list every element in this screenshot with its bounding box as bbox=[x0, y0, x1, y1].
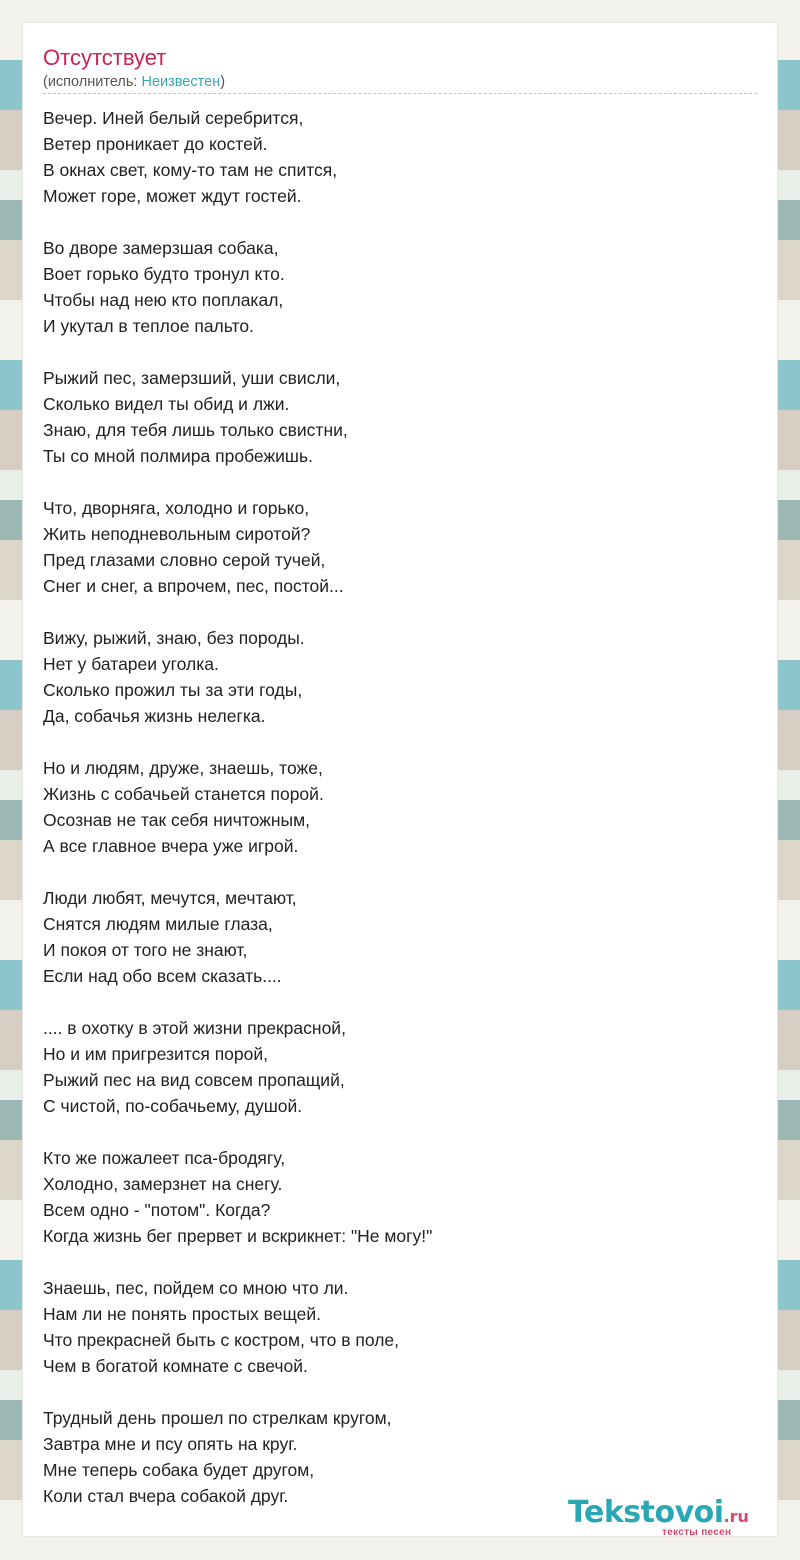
lyrics-line: Знаю, для тебя лишь только свистни, bbox=[43, 420, 348, 440]
logo-tld: .ru bbox=[723, 1507, 749, 1526]
lyrics-line: Рыжий пес на вид совсем пропащий, bbox=[43, 1070, 345, 1090]
lyrics-card bbox=[22, 22, 778, 1537]
lyrics-line: А все главное вчера уже игрой. bbox=[43, 836, 299, 856]
lyrics-line: Осознав не так себя ничтожным, bbox=[43, 810, 311, 830]
lyrics-line: Да, собачья жизнь нелегка. bbox=[43, 706, 266, 726]
lyrics-stanza bbox=[43, 365, 743, 469]
lyrics-line: Но и людям, друже, знаешь, тоже, bbox=[43, 758, 323, 778]
performer-line bbox=[43, 73, 225, 91]
lyrics-line: Сколько видел ты обид и лжи. bbox=[43, 394, 290, 414]
lyrics-line: Когда жизнь бег прервет и вскрикнет: "Не могу!" bbox=[43, 1226, 433, 1246]
lyrics-stanza bbox=[43, 1145, 743, 1249]
lyrics-line: Жизнь с собачьей станется порой. bbox=[43, 784, 324, 804]
site-logo[interactable] bbox=[568, 1496, 778, 1540]
lyrics-stanza bbox=[43, 885, 743, 989]
lyrics-line: В окнах свет, кому-то там не спится, bbox=[43, 160, 338, 180]
lyrics-line: Холодно, замерзнет на снегу. bbox=[43, 1174, 283, 1194]
lyrics-line: Вечер. Иней белый серебрится, bbox=[43, 108, 304, 128]
lyrics-line: Что прекрасней быть с костром, что в поле, bbox=[43, 1330, 400, 1350]
lyrics-body bbox=[43, 105, 743, 1535]
lyrics-line: Сколько прожил ты за эти годы, bbox=[43, 680, 303, 700]
lyrics-line: И укутал в теплое пальто. bbox=[43, 316, 254, 336]
lyrics-line: И покоя от того не знают, bbox=[43, 940, 248, 960]
performer-link[interactable]: Неизвестен bbox=[141, 74, 221, 90]
lyrics-line: Трудный день прошел по стрелкам кругом, bbox=[43, 1408, 392, 1428]
lyrics-line: Что, дворняга, холодно и горько, bbox=[43, 498, 310, 518]
lyrics-line: Завтра мне и псу опять на круг. bbox=[43, 1434, 298, 1454]
lyrics-line: Ветер проникает до костей. bbox=[43, 134, 268, 154]
lyrics-line: Если над обо всем сказать.... bbox=[43, 966, 282, 986]
lyrics-line: Чем в богатой комнате с свечой. bbox=[43, 1356, 308, 1376]
lyrics-line: Снег и снег, а впрочем, пес, постой... bbox=[43, 576, 344, 596]
lyrics-stanza bbox=[43, 1015, 743, 1119]
lyrics-line: Мне теперь собака будет другом, bbox=[43, 1460, 315, 1480]
lyrics-line: С чистой, по-собачьему, душой. bbox=[43, 1096, 303, 1116]
lyrics-line: Вижу, рыжий, знаю, без породы. bbox=[43, 628, 305, 648]
lyrics-line: Воет горько будто тронул кто. bbox=[43, 264, 285, 284]
lyrics-stanza bbox=[43, 755, 743, 859]
dashed-divider bbox=[43, 93, 757, 94]
lyrics-stanza bbox=[43, 1275, 743, 1379]
lyrics-stanza bbox=[43, 495, 743, 599]
logo-tagline: тексты песен bbox=[662, 1527, 732, 1538]
lyrics-line: Пред глазами словно серой тучей, bbox=[43, 550, 326, 570]
lyrics-line: Кто же пожалеет пса-бродягу, bbox=[43, 1148, 286, 1168]
lyrics-line: Но и им пригрезится порой, bbox=[43, 1044, 269, 1064]
lyrics-line: Коли стал вчера собакой друг. bbox=[43, 1486, 289, 1506]
song-title: Отсутствует bbox=[43, 45, 167, 70]
lyrics-line: Знаешь, пес, пойдем со мною что ли. bbox=[43, 1278, 349, 1298]
lyrics-line: Может горе, может ждут гостей. bbox=[43, 186, 302, 206]
logo-name: Tekstovoi bbox=[568, 1495, 724, 1530]
lyrics-line: Всем одно - "потом". Когда? bbox=[43, 1200, 271, 1220]
lyrics-stanza bbox=[43, 105, 743, 209]
lyrics-stanza bbox=[43, 625, 743, 729]
performer-prefix: (исполнитель: bbox=[43, 74, 142, 90]
lyrics-line: Люди любят, мечутся, мечтают, bbox=[43, 888, 297, 908]
lyrics-line: Во дворе замерзшая собака, bbox=[43, 238, 279, 258]
lyrics-line: Нет у батареи уголка. bbox=[43, 654, 219, 674]
performer-suffix: ) bbox=[220, 74, 226, 90]
lyrics-line: Ты со мной полмира пробежишь. bbox=[43, 446, 313, 466]
lyrics-line: .... в охотку в этой жизни прекрасной, bbox=[43, 1018, 346, 1038]
lyrics-line: Чтобы над нею кто поплакал, bbox=[43, 290, 284, 310]
lyrics-line: Жить неподневольным сиротой? bbox=[43, 524, 311, 544]
lyrics-line: Снятся людям милые глаза, bbox=[43, 914, 273, 934]
lyrics-stanza bbox=[43, 1405, 743, 1509]
lyrics-line: Нам ли не понять простых вещей. bbox=[43, 1304, 322, 1324]
lyrics-stanza bbox=[43, 235, 743, 339]
lyrics-line: Рыжий пес, замерзший, уши свисли, bbox=[43, 368, 341, 388]
